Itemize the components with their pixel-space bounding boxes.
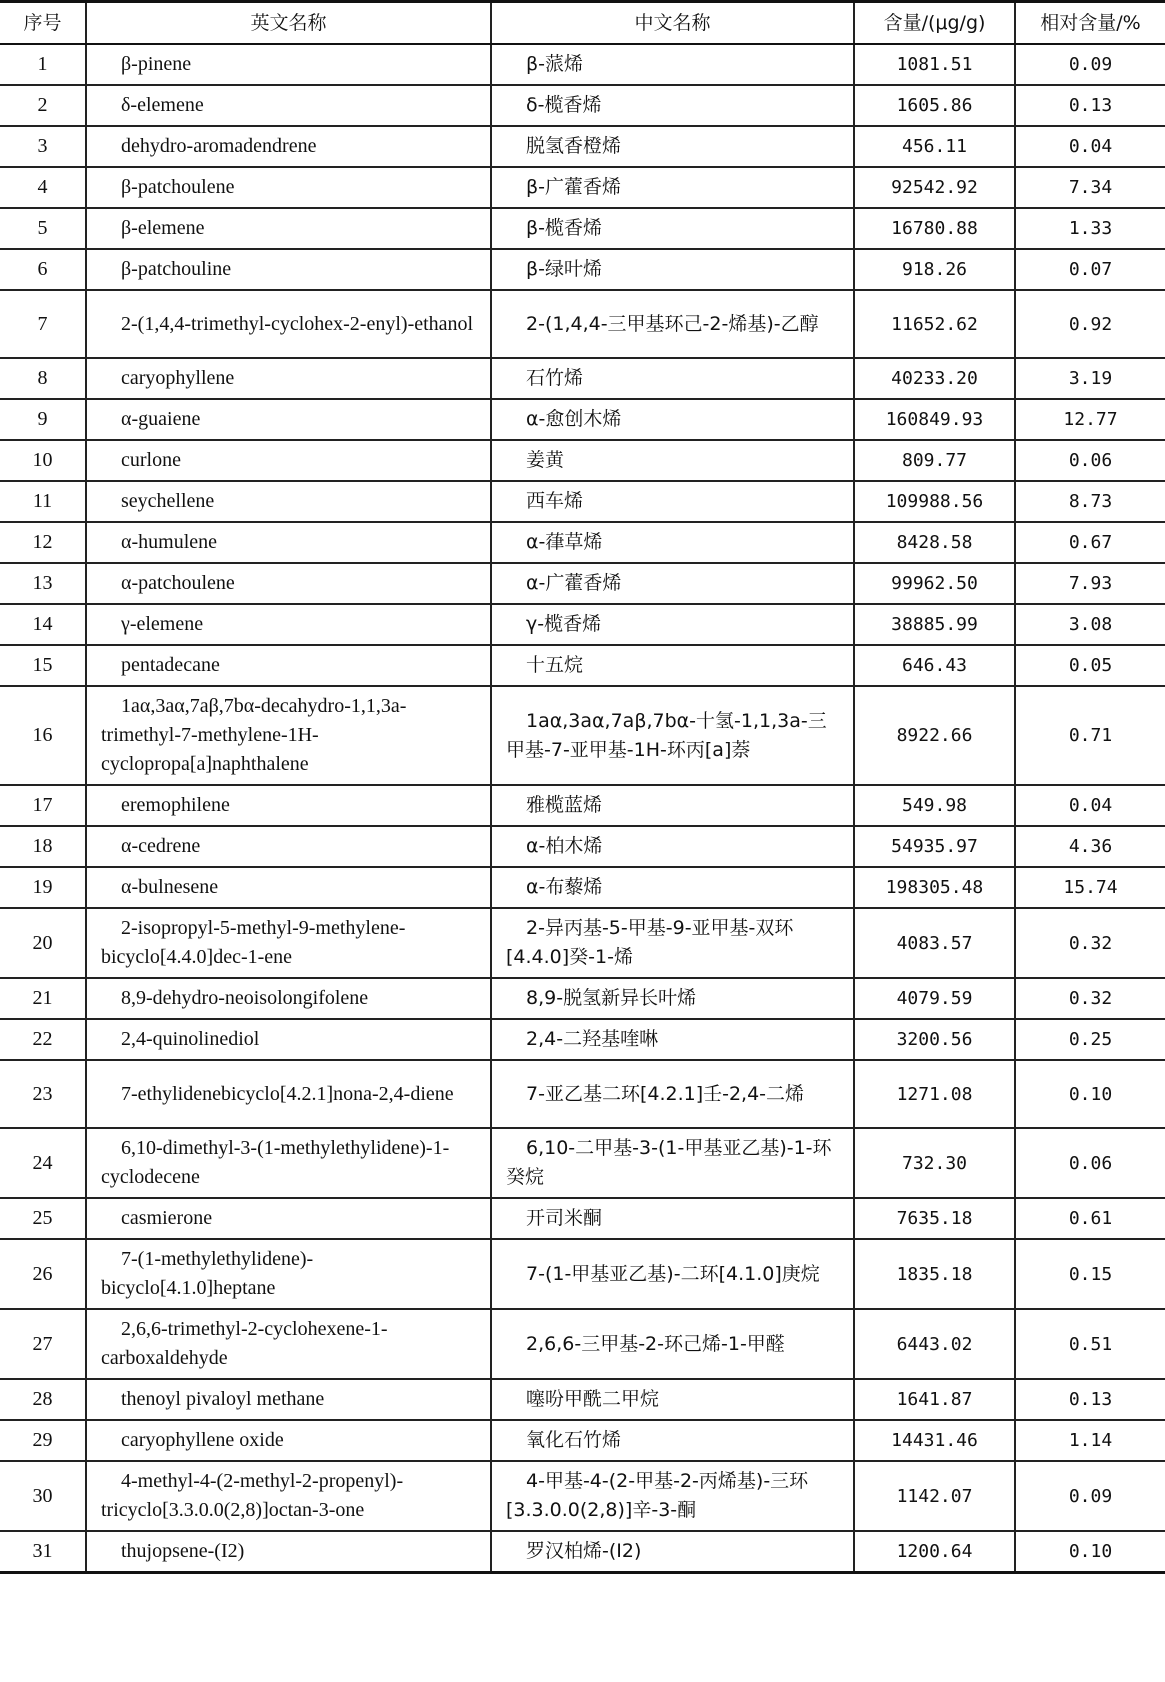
cell-index: 3 — [0, 126, 86, 167]
cell-index: 26 — [0, 1239, 86, 1309]
cell-english-name: 6,10-dimethyl-3-(1-methylethylidene)-1-cyclodecene — [86, 1128, 491, 1198]
cell-index: 20 — [0, 908, 86, 978]
cell-content: 918.26 — [854, 249, 1015, 290]
cell-relative-content: 15.74 — [1015, 867, 1165, 908]
cell-index: 29 — [0, 1420, 86, 1461]
table-row — [0, 481, 1165, 522]
table-row — [0, 1239, 1165, 1309]
cell-chinese-name: 2-异丙基-5-甲基-9-亚甲基-双环[4.4.0]癸-1-烯 — [491, 908, 854, 978]
cell-chinese-name: 氧化石竹烯 — [491, 1420, 854, 1461]
cell-content: 1200.64 — [854, 1531, 1015, 1573]
table-row — [0, 1461, 1165, 1531]
cell-english-name: α-patchoulene — [86, 563, 491, 604]
cell-chinese-name: β-绿叶烯 — [491, 249, 854, 290]
table-row — [0, 126, 1165, 167]
cell-content: 1835.18 — [854, 1239, 1015, 1309]
table-row — [0, 167, 1165, 208]
cell-english-name: 2,4-quinolinediol — [86, 1019, 491, 1060]
cell-relative-content: 0.09 — [1015, 1461, 1165, 1531]
table-row — [0, 522, 1165, 563]
cell-index: 21 — [0, 978, 86, 1019]
cell-content: 92542.92 — [854, 167, 1015, 208]
cell-chinese-name: α-柏木烯 — [491, 826, 854, 867]
cell-chinese-name: 1aα,3aα,7aβ,7bα-十氢-1,1,3a-三甲基-7-亚甲基-1H-环丙[a]萘 — [491, 686, 854, 785]
table-row — [0, 785, 1165, 826]
cell-index: 13 — [0, 563, 86, 604]
header-english-name: 英文名称 — [86, 2, 491, 45]
cell-chinese-name: 8,9-脱氢新异长叶烯 — [491, 978, 854, 1019]
table-row — [0, 249, 1165, 290]
cell-index: 18 — [0, 826, 86, 867]
header-chinese-name: 中文名称 — [491, 2, 854, 45]
table-row — [0, 867, 1165, 908]
cell-chinese-name: α-广藿香烯 — [491, 563, 854, 604]
cell-english-name: 1aα,3aα,7aβ,7bα-decahydro-1,1,3a-trimethyl-7-methylene-1H-cyclopropa[a]naphthalene — [86, 686, 491, 785]
cell-english-name: thenoyl pivaloyl methane — [86, 1379, 491, 1420]
cell-index: 2 — [0, 85, 86, 126]
cell-content: 1081.51 — [854, 44, 1015, 85]
cell-content: 11652.62 — [854, 290, 1015, 358]
cell-chinese-name: β-广藿香烯 — [491, 167, 854, 208]
cell-index: 25 — [0, 1198, 86, 1239]
table-row — [0, 604, 1165, 645]
cell-english-name: β-elemene — [86, 208, 491, 249]
cell-english-name: 7-(1-methylethylidene)-bicyclo[4.1.0]heptane — [86, 1239, 491, 1309]
cell-relative-content: 0.67 — [1015, 522, 1165, 563]
cell-english-name: α-bulnesene — [86, 867, 491, 908]
table-row — [0, 1019, 1165, 1060]
table-row — [0, 44, 1165, 85]
cell-relative-content: 4.36 — [1015, 826, 1165, 867]
cell-content: 198305.48 — [854, 867, 1015, 908]
cell-content: 40233.20 — [854, 358, 1015, 399]
cell-index: 14 — [0, 604, 86, 645]
cell-content: 8922.66 — [854, 686, 1015, 785]
cell-relative-content: 1.33 — [1015, 208, 1165, 249]
cell-relative-content: 8.73 — [1015, 481, 1165, 522]
cell-index: 28 — [0, 1379, 86, 1420]
table-row — [0, 85, 1165, 126]
cell-index: 16 — [0, 686, 86, 785]
cell-chinese-name: 开司米酮 — [491, 1198, 854, 1239]
cell-chinese-name: 7-亚乙基二环[4.2.1]壬-2,4-二烯 — [491, 1060, 854, 1128]
cell-content: 7635.18 — [854, 1198, 1015, 1239]
cell-english-name: casmierone — [86, 1198, 491, 1239]
cell-content: 4079.59 — [854, 978, 1015, 1019]
cell-relative-content: 0.13 — [1015, 85, 1165, 126]
cell-index: 4 — [0, 167, 86, 208]
cell-english-name: α-cedrene — [86, 826, 491, 867]
cell-chinese-name: 姜黄 — [491, 440, 854, 481]
cell-chinese-name: 十五烷 — [491, 645, 854, 686]
cell-content: 8428.58 — [854, 522, 1015, 563]
cell-content: 3200.56 — [854, 1019, 1015, 1060]
cell-content: 549.98 — [854, 785, 1015, 826]
cell-chinese-name: 2,6,6-三甲基-2-环己烯-1-甲醛 — [491, 1309, 854, 1379]
cell-english-name: 4-methyl-4-(2-methyl-2-propenyl)-tricyclo[3.3.0.0(2,8)]octan-3-one — [86, 1461, 491, 1531]
cell-chinese-name: γ-榄香烯 — [491, 604, 854, 645]
cell-index: 22 — [0, 1019, 86, 1060]
cell-relative-content: 7.93 — [1015, 563, 1165, 604]
cell-english-name: pentadecane — [86, 645, 491, 686]
cell-content: 4083.57 — [854, 908, 1015, 978]
cell-content: 456.11 — [854, 126, 1015, 167]
table-row — [0, 1379, 1165, 1420]
cell-index: 15 — [0, 645, 86, 686]
cell-english-name: γ-elemene — [86, 604, 491, 645]
cell-relative-content: 0.04 — [1015, 126, 1165, 167]
table-row — [0, 645, 1165, 686]
cell-english-name: seychellene — [86, 481, 491, 522]
cell-index: 27 — [0, 1309, 86, 1379]
cell-index: 9 — [0, 399, 86, 440]
cell-content: 16780.88 — [854, 208, 1015, 249]
cell-index: 30 — [0, 1461, 86, 1531]
cell-content: 109988.56 — [854, 481, 1015, 522]
cell-index: 17 — [0, 785, 86, 826]
header-index: 序号 — [0, 2, 86, 45]
cell-index: 19 — [0, 867, 86, 908]
cell-chinese-name: 7-(1-甲基亚乙基)-二环[4.1.0]庚烷 — [491, 1239, 854, 1309]
cell-content: 646.43 — [854, 645, 1015, 686]
cell-english-name: thujopsene-(I2) — [86, 1531, 491, 1573]
header-relative-content: 相对含量/% — [1015, 2, 1165, 45]
cell-english-name: α-humulene — [86, 522, 491, 563]
cell-english-name: 7-ethylidenebicyclo[4.2.1]nona-2,4-diene — [86, 1060, 491, 1128]
cell-content: 1142.07 — [854, 1461, 1015, 1531]
cell-index: 23 — [0, 1060, 86, 1128]
cell-content: 6443.02 — [854, 1309, 1015, 1379]
table-row — [0, 290, 1165, 358]
cell-chinese-name: 4-甲基-4-(2-甲基-2-丙烯基)-三环[3.3.0.0(2,8)]辛-3-酮 — [491, 1461, 854, 1531]
cell-relative-content: 1.14 — [1015, 1420, 1165, 1461]
cell-content: 54935.97 — [854, 826, 1015, 867]
cell-index: 7 — [0, 290, 86, 358]
cell-chinese-name: 石竹烯 — [491, 358, 854, 399]
cell-chinese-name: α-布藜烯 — [491, 867, 854, 908]
table-row — [0, 908, 1165, 978]
table-row — [0, 1128, 1165, 1198]
cell-english-name: 2-isopropyl-5-methyl-9-methylene-bicyclo[4.4.0]dec-1-ene — [86, 908, 491, 978]
cell-chinese-name: 罗汉柏烯-(I2) — [491, 1531, 854, 1573]
table-row — [0, 978, 1165, 1019]
cell-chinese-name: 2-(1,4,4-三甲基环己-2-烯基)-乙醇 — [491, 290, 854, 358]
table-row — [0, 686, 1165, 785]
cell-chinese-name: 2,4-二羟基喹啉 — [491, 1019, 854, 1060]
cell-chinese-name: β-榄香烯 — [491, 208, 854, 249]
cell-english-name: 2,6,6-trimethyl-2-cyclohexene-1-carboxaldehyde — [86, 1309, 491, 1379]
table-row — [0, 1309, 1165, 1379]
cell-chinese-name: 西车烯 — [491, 481, 854, 522]
cell-index: 8 — [0, 358, 86, 399]
cell-relative-content: 0.04 — [1015, 785, 1165, 826]
cell-chinese-name: 雅榄蓝烯 — [491, 785, 854, 826]
cell-relative-content: 0.25 — [1015, 1019, 1165, 1060]
table-row — [0, 1531, 1165, 1573]
cell-relative-content: 3.08 — [1015, 604, 1165, 645]
cell-relative-content: 0.92 — [1015, 290, 1165, 358]
cell-content: 14431.46 — [854, 1420, 1015, 1461]
table-row — [0, 208, 1165, 249]
table-row — [0, 399, 1165, 440]
table-row — [0, 440, 1165, 481]
cell-chinese-name: δ-榄香烯 — [491, 85, 854, 126]
cell-english-name: caryophyllene — [86, 358, 491, 399]
cell-english-name: 8,9-dehydro-neoisolongifolene — [86, 978, 491, 1019]
cell-relative-content: 0.09 — [1015, 44, 1165, 85]
cell-chinese-name: 6,10-二甲基-3-(1-甲基亚乙基)-1-环癸烷 — [491, 1128, 854, 1198]
cell-relative-content: 0.10 — [1015, 1531, 1165, 1573]
cell-content: 809.77 — [854, 440, 1015, 481]
header-content: 含量/(μg/g) — [854, 2, 1015, 45]
cell-relative-content: 0.71 — [1015, 686, 1165, 785]
cell-index: 12 — [0, 522, 86, 563]
cell-content: 1641.87 — [854, 1379, 1015, 1420]
cell-english-name: curlone — [86, 440, 491, 481]
cell-relative-content: 0.32 — [1015, 908, 1165, 978]
cell-index: 31 — [0, 1531, 86, 1573]
cell-index: 10 — [0, 440, 86, 481]
cell-english-name: δ-elemene — [86, 85, 491, 126]
cell-chinese-name: 脱氢香橙烯 — [491, 126, 854, 167]
table-row — [0, 1420, 1165, 1461]
cell-index: 5 — [0, 208, 86, 249]
cell-english-name: eremophilene — [86, 785, 491, 826]
cell-index: 1 — [0, 44, 86, 85]
table-row — [0, 826, 1165, 867]
cell-relative-content: 0.32 — [1015, 978, 1165, 1019]
cell-content: 1605.86 — [854, 85, 1015, 126]
cell-relative-content: 0.61 — [1015, 1198, 1165, 1239]
cell-relative-content: 12.77 — [1015, 399, 1165, 440]
cell-content: 38885.99 — [854, 604, 1015, 645]
cell-relative-content: 0.15 — [1015, 1239, 1165, 1309]
cell-english-name: dehydro-aromadendrene — [86, 126, 491, 167]
cell-english-name: β-patchoulene — [86, 167, 491, 208]
header-row — [0, 2, 1165, 45]
cell-index: 6 — [0, 249, 86, 290]
cell-relative-content: 0.06 — [1015, 440, 1165, 481]
cell-english-name: α-guaiene — [86, 399, 491, 440]
cell-chinese-name: α-愈创木烯 — [491, 399, 854, 440]
cell-relative-content: 0.06 — [1015, 1128, 1165, 1198]
cell-index: 24 — [0, 1128, 86, 1198]
cell-relative-content: 0.13 — [1015, 1379, 1165, 1420]
cell-english-name: β-pinene — [86, 44, 491, 85]
cell-index: 11 — [0, 481, 86, 522]
cell-relative-content: 7.34 — [1015, 167, 1165, 208]
cell-content: 1271.08 — [854, 1060, 1015, 1128]
cell-chinese-name: β-蒎烯 — [491, 44, 854, 85]
cell-relative-content: 0.07 — [1015, 249, 1165, 290]
cell-english-name: caryophyllene oxide — [86, 1420, 491, 1461]
cell-content: 732.30 — [854, 1128, 1015, 1198]
cell-english-name: 2-(1,4,4-trimethyl-cyclohex-2-enyl)-ethanol — [86, 290, 491, 358]
cell-relative-content: 0.05 — [1015, 645, 1165, 686]
table-row — [0, 1060, 1165, 1128]
cell-relative-content: 3.19 — [1015, 358, 1165, 399]
table-body — [0, 44, 1165, 1573]
cell-chinese-name: α-葎草烯 — [491, 522, 854, 563]
table-row — [0, 1198, 1165, 1239]
table-row — [0, 563, 1165, 604]
cell-content: 99962.50 — [854, 563, 1015, 604]
cell-relative-content: 0.10 — [1015, 1060, 1165, 1128]
cell-relative-content: 0.51 — [1015, 1309, 1165, 1379]
cell-chinese-name: 噻吩甲酰二甲烷 — [491, 1379, 854, 1420]
cell-english-name: β-patchouline — [86, 249, 491, 290]
table-row — [0, 358, 1165, 399]
cell-content: 160849.93 — [854, 399, 1015, 440]
